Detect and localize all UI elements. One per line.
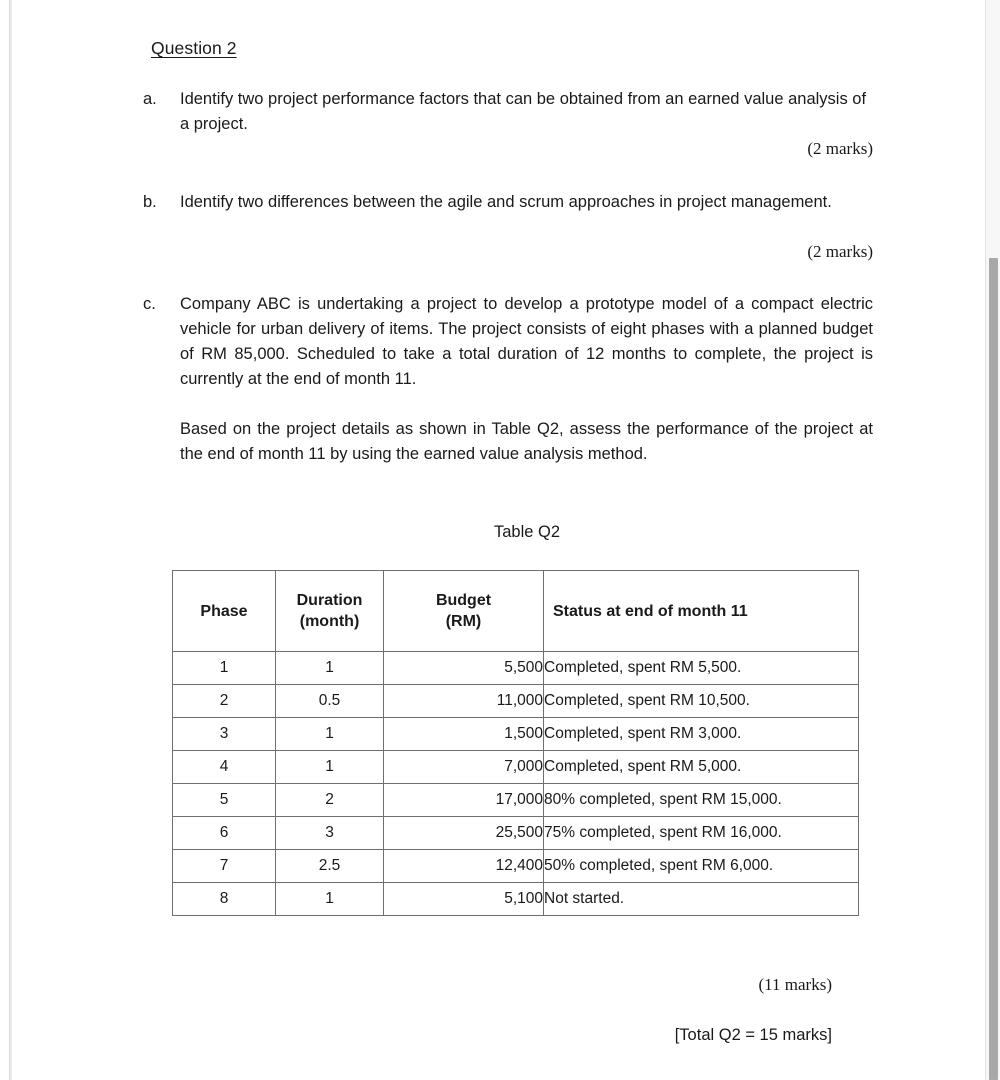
header-budget	[384, 571, 544, 652]
cell-phase: 8	[173, 883, 276, 916]
table-body	[173, 652, 859, 916]
item-b-text: Identify two differences between the agile and scrum approaches in project management.	[180, 193, 832, 211]
header-phase-line1: Phase	[200, 602, 248, 620]
item-b-label: b.	[143, 193, 157, 211]
item-c-paragraph-2: Based on the project details as shown in Table Q2, assess the performance of the project at the end of month 11 by using the earned value analysis method.	[180, 420, 873, 463]
total-marks: [Total Q2 = 15 marks]	[674, 1026, 832, 1044]
header-status	[544, 571, 859, 652]
header-duration	[276, 571, 384, 652]
paragraph-spacer	[180, 392, 873, 417]
cell-status: Completed, spent RM 5,000.	[544, 751, 859, 784]
cell-phase: 7	[173, 850, 276, 883]
cell-duration: 2.5	[276, 850, 384, 883]
table-header-row	[173, 571, 859, 652]
cell-budget: 5,100	[384, 883, 544, 916]
item-a-label: a.	[143, 90, 157, 108]
cell-phase: 2	[173, 685, 276, 718]
cell-status: Completed, spent RM 3,000.	[544, 718, 859, 751]
header-budget-line1: Budget	[435, 592, 492, 609]
item-a-body	[180, 87, 873, 137]
table-row	[173, 718, 859, 751]
item-a-marks: (2 marks)	[807, 139, 873, 158]
cell-duration: 1	[276, 718, 384, 751]
table-row	[173, 817, 859, 850]
table-head	[173, 571, 859, 652]
table-row	[173, 850, 859, 883]
item-c-marks: (11 marks)	[758, 975, 832, 994]
cell-budget: 1,500	[384, 718, 544, 751]
question-item-c	[143, 292, 873, 467]
page-title: Question 2	[151, 38, 237, 58]
cell-phase: 6	[173, 817, 276, 850]
cell-status: 75% completed, spent RM 16,000.	[544, 817, 859, 850]
table-q2-wrapper	[172, 570, 858, 916]
table-row	[173, 685, 859, 718]
cell-duration: 2	[276, 784, 384, 817]
vertical-scrollbar[interactable]	[985, 0, 1000, 1080]
cell-phase: 5	[173, 784, 276, 817]
table-caption	[0, 523, 1000, 542]
item-b-marks: (2 marks)	[807, 242, 873, 261]
question-item-b	[143, 190, 873, 261]
header-duration-line2: (month)	[299, 613, 360, 630]
cell-budget: 11,000	[384, 685, 544, 718]
cell-phase: 4	[173, 751, 276, 784]
header-budget-line2: (RM)	[445, 613, 482, 630]
question-item-a	[143, 87, 873, 158]
table-row	[173, 784, 859, 817]
table-row	[173, 751, 859, 784]
item-b-body	[180, 190, 873, 215]
header-phase	[173, 571, 276, 652]
cell-status: 50% completed, spent RM 6,000.	[544, 850, 859, 883]
item-c-label: c.	[143, 295, 156, 313]
cell-duration: 0.5	[276, 685, 384, 718]
cell-status: Completed, spent RM 5,500.	[544, 652, 859, 685]
cell-budget: 7,000	[384, 751, 544, 784]
cell-duration: 1	[276, 883, 384, 916]
cell-status: 80% completed, spent RM 15,000.	[544, 784, 859, 817]
cell-budget: 12,400	[384, 850, 544, 883]
table-row	[173, 652, 859, 685]
table-q2	[172, 570, 859, 916]
cell-phase: 3	[173, 718, 276, 751]
item-c-paragraph-1: Company ABC is undertaking a project to develop a prototype model of a compact electric vehicle for urban delivery of items. The project consists of eight phases with a planned budget of RM 85,000. Scheduled to take a total duration of 12 months to complete, the project is currently at the end of month 11.	[180, 295, 873, 388]
header-status-line1: Status at end of month 11	[553, 602, 748, 620]
item-c-body	[180, 292, 873, 467]
cell-budget: 5,500	[384, 652, 544, 685]
cell-budget: 17,000	[384, 784, 544, 817]
table-caption-text: Table Q2	[493, 523, 561, 541]
cell-status: Not started.	[544, 883, 859, 916]
cell-budget: 25,500	[384, 817, 544, 850]
cell-phase: 1	[173, 652, 276, 685]
table-row	[173, 883, 859, 916]
item-a-text: Identify two project performance factors that can be obtained from an earned value analysis of a project.	[180, 90, 867, 133]
cell-duration: 1	[276, 652, 384, 685]
scrollbar-thumb[interactable]	[989, 258, 998, 1080]
cell-duration: 3	[276, 817, 384, 850]
cell-status: Completed, spent RM 10,500.	[544, 685, 859, 718]
cell-duration: 1	[276, 751, 384, 784]
header-duration-line1: Duration	[296, 592, 363, 609]
